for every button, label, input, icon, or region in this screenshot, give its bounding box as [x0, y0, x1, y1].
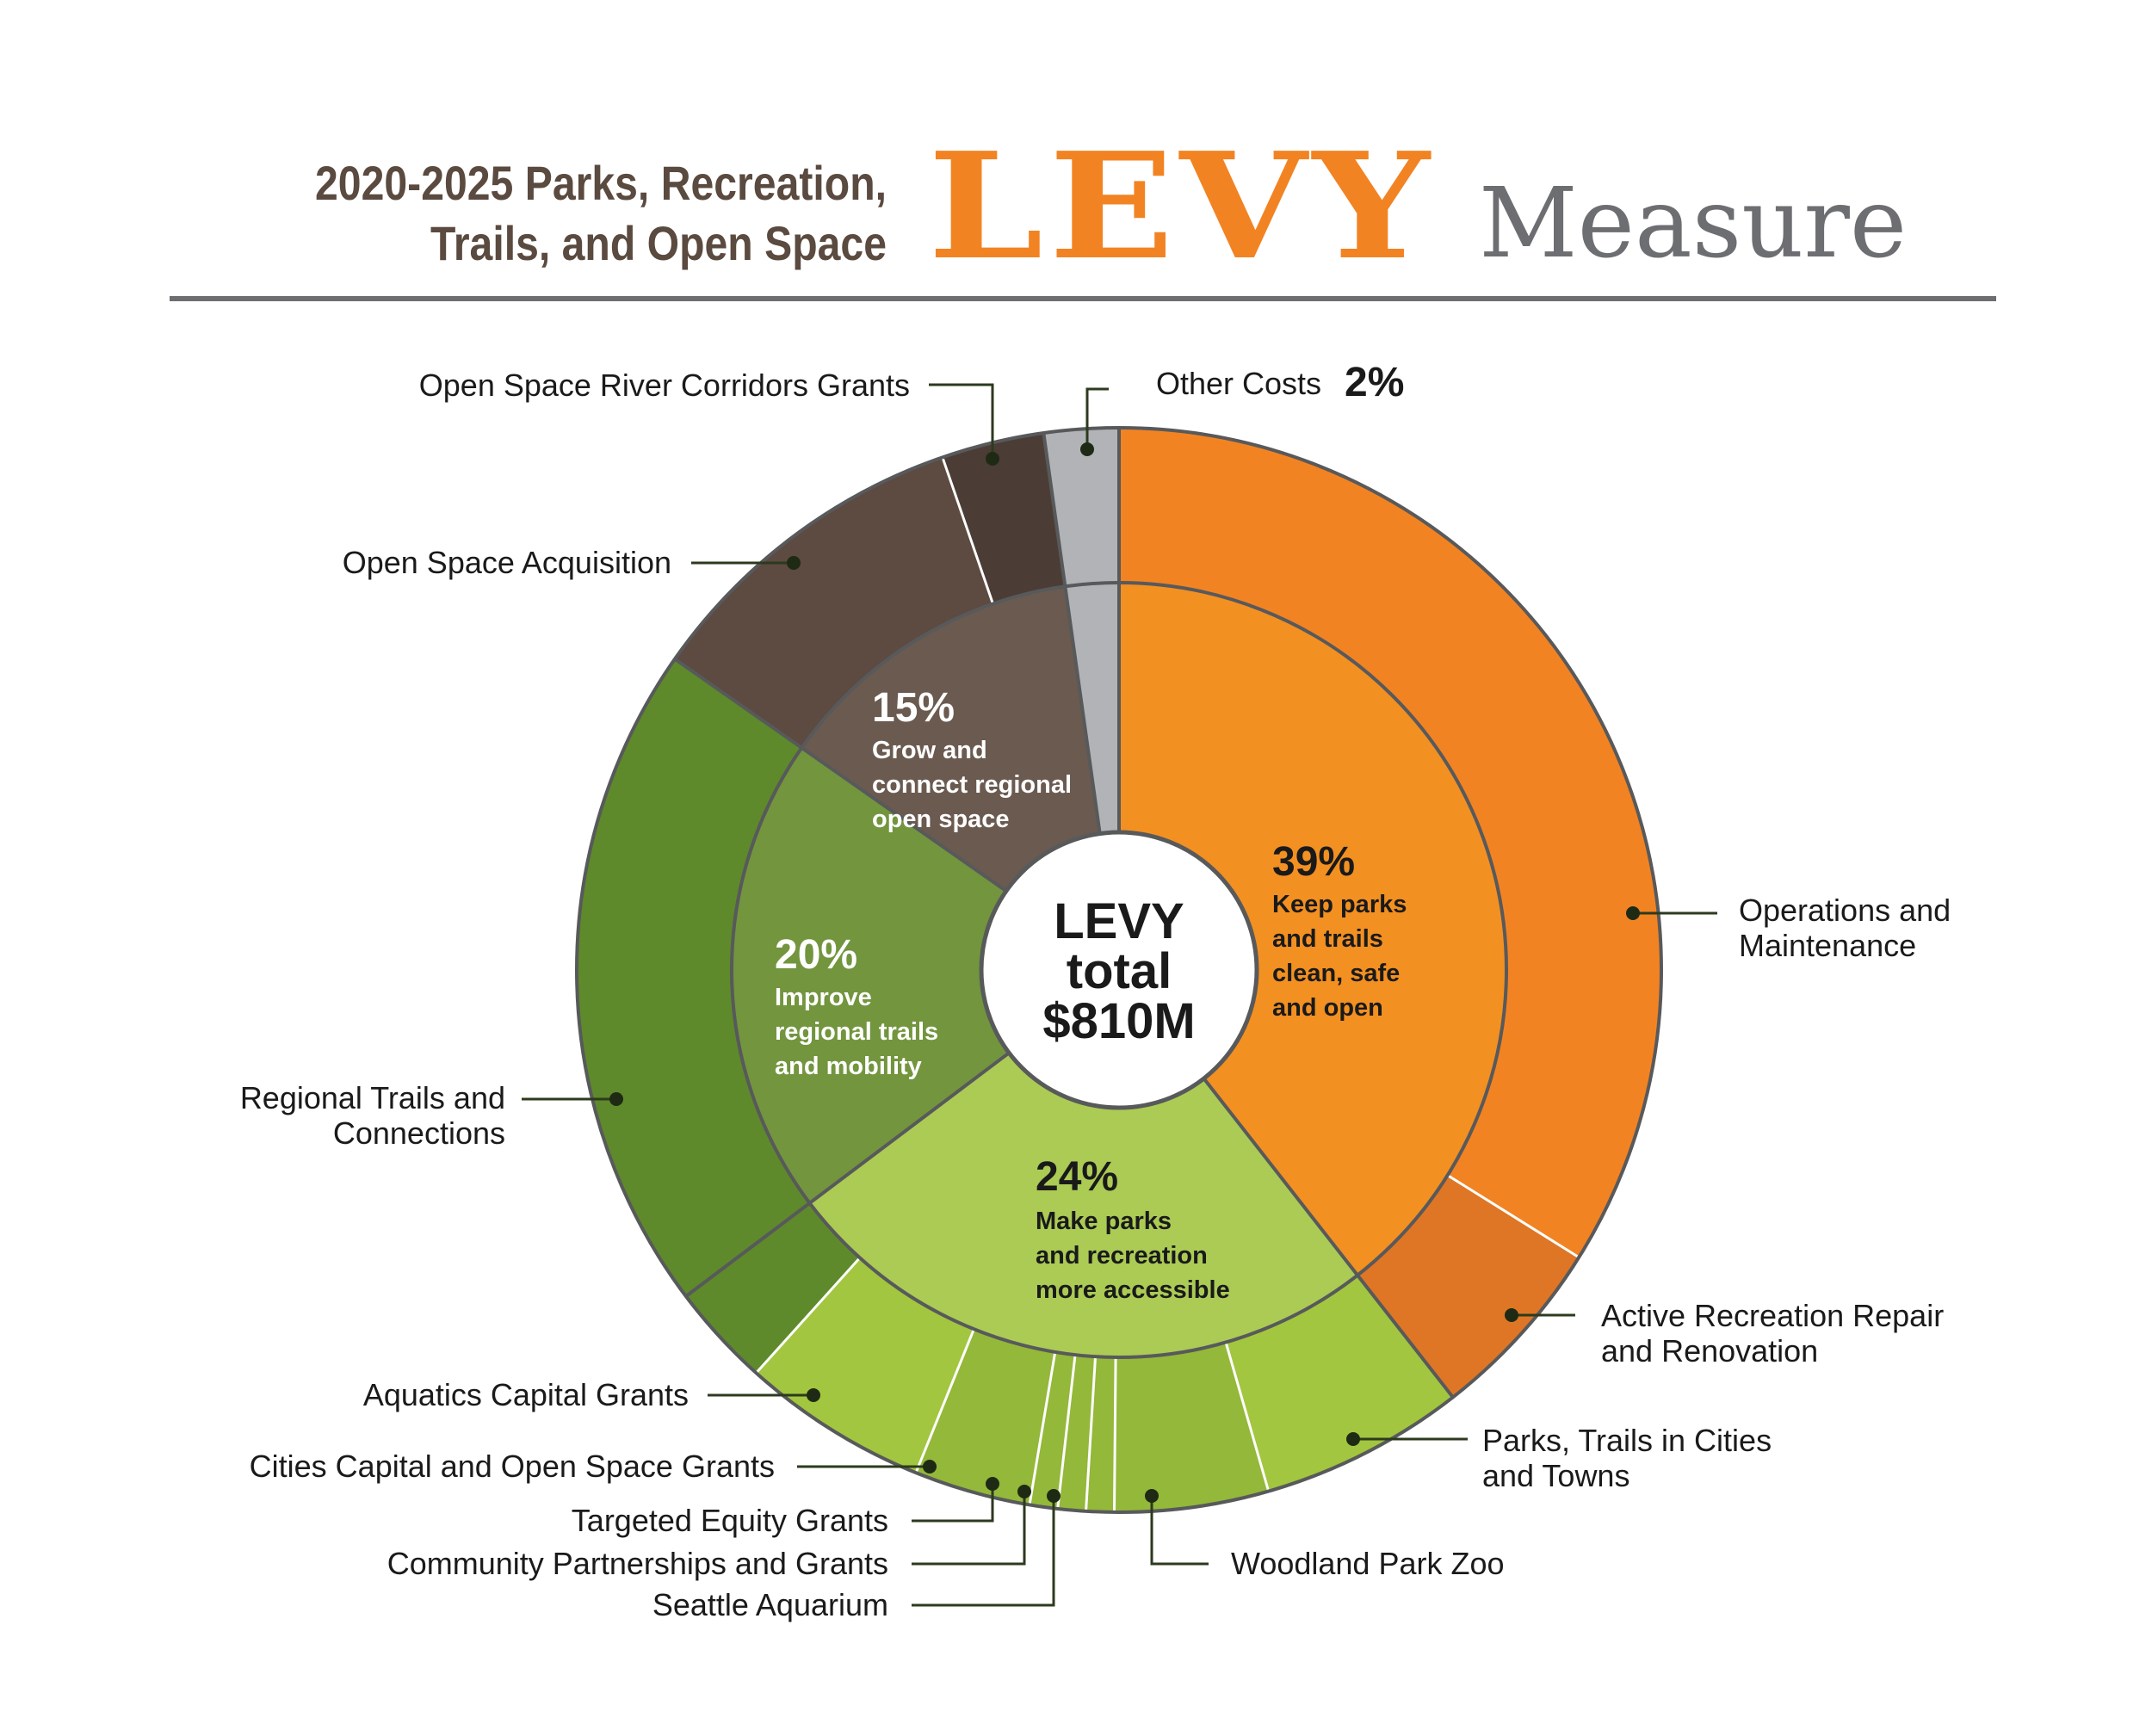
pct-24: 24% [1036, 1154, 1119, 1200]
seg15-line3: open space [872, 806, 1010, 833]
label-zoo: Woodland Park Zoo [1231, 1546, 1505, 1581]
label-regional-trails-line2: Connections [332, 1115, 505, 1151]
pct-20: 20% [775, 932, 858, 978]
title-levy-word: LEVY [928, 120, 1436, 293]
dot-active-recreation [1505, 1308, 1518, 1322]
label-aquarium: Seattle Aquarium [652, 1587, 888, 1622]
label-active-line1: Active Recreation Repair [1601, 1298, 1945, 1333]
dot-aquarium [1047, 1489, 1061, 1503]
dot-community [1017, 1485, 1031, 1498]
label-community: Community Partnerships and Grants [386, 1546, 888, 1581]
dot-equity [986, 1477, 999, 1491]
label-other-costs-pct: 2% [1345, 360, 1405, 405]
outer-separator [1115, 1357, 1116, 1512]
dot-operations [1626, 906, 1640, 920]
label-parks-cities-line2: and Towns [1482, 1458, 1630, 1493]
seg39-line4: and open [1272, 994, 1383, 1022]
seg20-line3: and mobility [775, 1053, 922, 1080]
label-other-costs [1156, 366, 1321, 401]
seg20-line1: Improve [775, 984, 872, 1011]
dot-river-corridors [986, 452, 999, 466]
seg24-line1: Make parks [1036, 1208, 1172, 1235]
seg39-line3: clean, safe [1272, 960, 1401, 987]
seg24-line2: and recreation [1036, 1242, 1208, 1270]
dot-zoo [1145, 1489, 1159, 1503]
seg15-line1: Grow and [872, 737, 987, 764]
leader-aquarium [912, 1496, 1054, 1605]
label-operations-line1: Operations and [1739, 893, 1951, 928]
seg39-line2: and trails [1272, 925, 1383, 953]
leader-community [912, 1492, 1024, 1564]
label-river-corridors: Open Space River Corridors Grants [418, 368, 910, 403]
seg20-line2: regional trails [775, 1018, 939, 1046]
dot-regional-trails [609, 1092, 623, 1106]
label-parks-cities-line1: Parks, Trails in Cities [1482, 1423, 1772, 1458]
label-operations-line2: Maintenance [1739, 928, 1917, 963]
subtitle-line-1: 2020-2025 Parks, Recreation, [315, 156, 887, 210]
dot-cities-capital [923, 1460, 937, 1473]
center-amount: $810M [1042, 993, 1196, 1049]
pct-15: 15% [872, 685, 955, 731]
seg24-line3: more accessible [1036, 1276, 1230, 1304]
label-cities-capital: Cities Capital and Open Space Grants [249, 1449, 775, 1484]
label-active-line2: and Renovation [1601, 1333, 1819, 1368]
center-levy: LEVY [1054, 893, 1184, 949]
dot-parks-cities [1346, 1432, 1360, 1446]
pct-39: 39% [1272, 839, 1356, 885]
label-other-costs-text: Other Costs [1156, 366, 1322, 401]
dot-aquatics [807, 1388, 820, 1402]
seg15-line2: connect regional [872, 771, 1073, 799]
dot-other-costs [1080, 442, 1094, 456]
center-total: total [1066, 943, 1172, 999]
seg39-line1: Keep parks [1272, 891, 1407, 918]
label-equity: Targeted Equity Grants [571, 1503, 888, 1538]
subtitle-line-2: Trails, and Open Space [430, 216, 887, 270]
label-regional-trails-line1: Regional Trails and [239, 1080, 505, 1115]
dot-acquisition [787, 556, 801, 570]
title-measure-word: Measure [1479, 168, 1908, 280]
label-aquatics: Aquatics Capital Grants [362, 1377, 689, 1412]
label-acquisition: Open Space Acquisition [342, 545, 671, 580]
